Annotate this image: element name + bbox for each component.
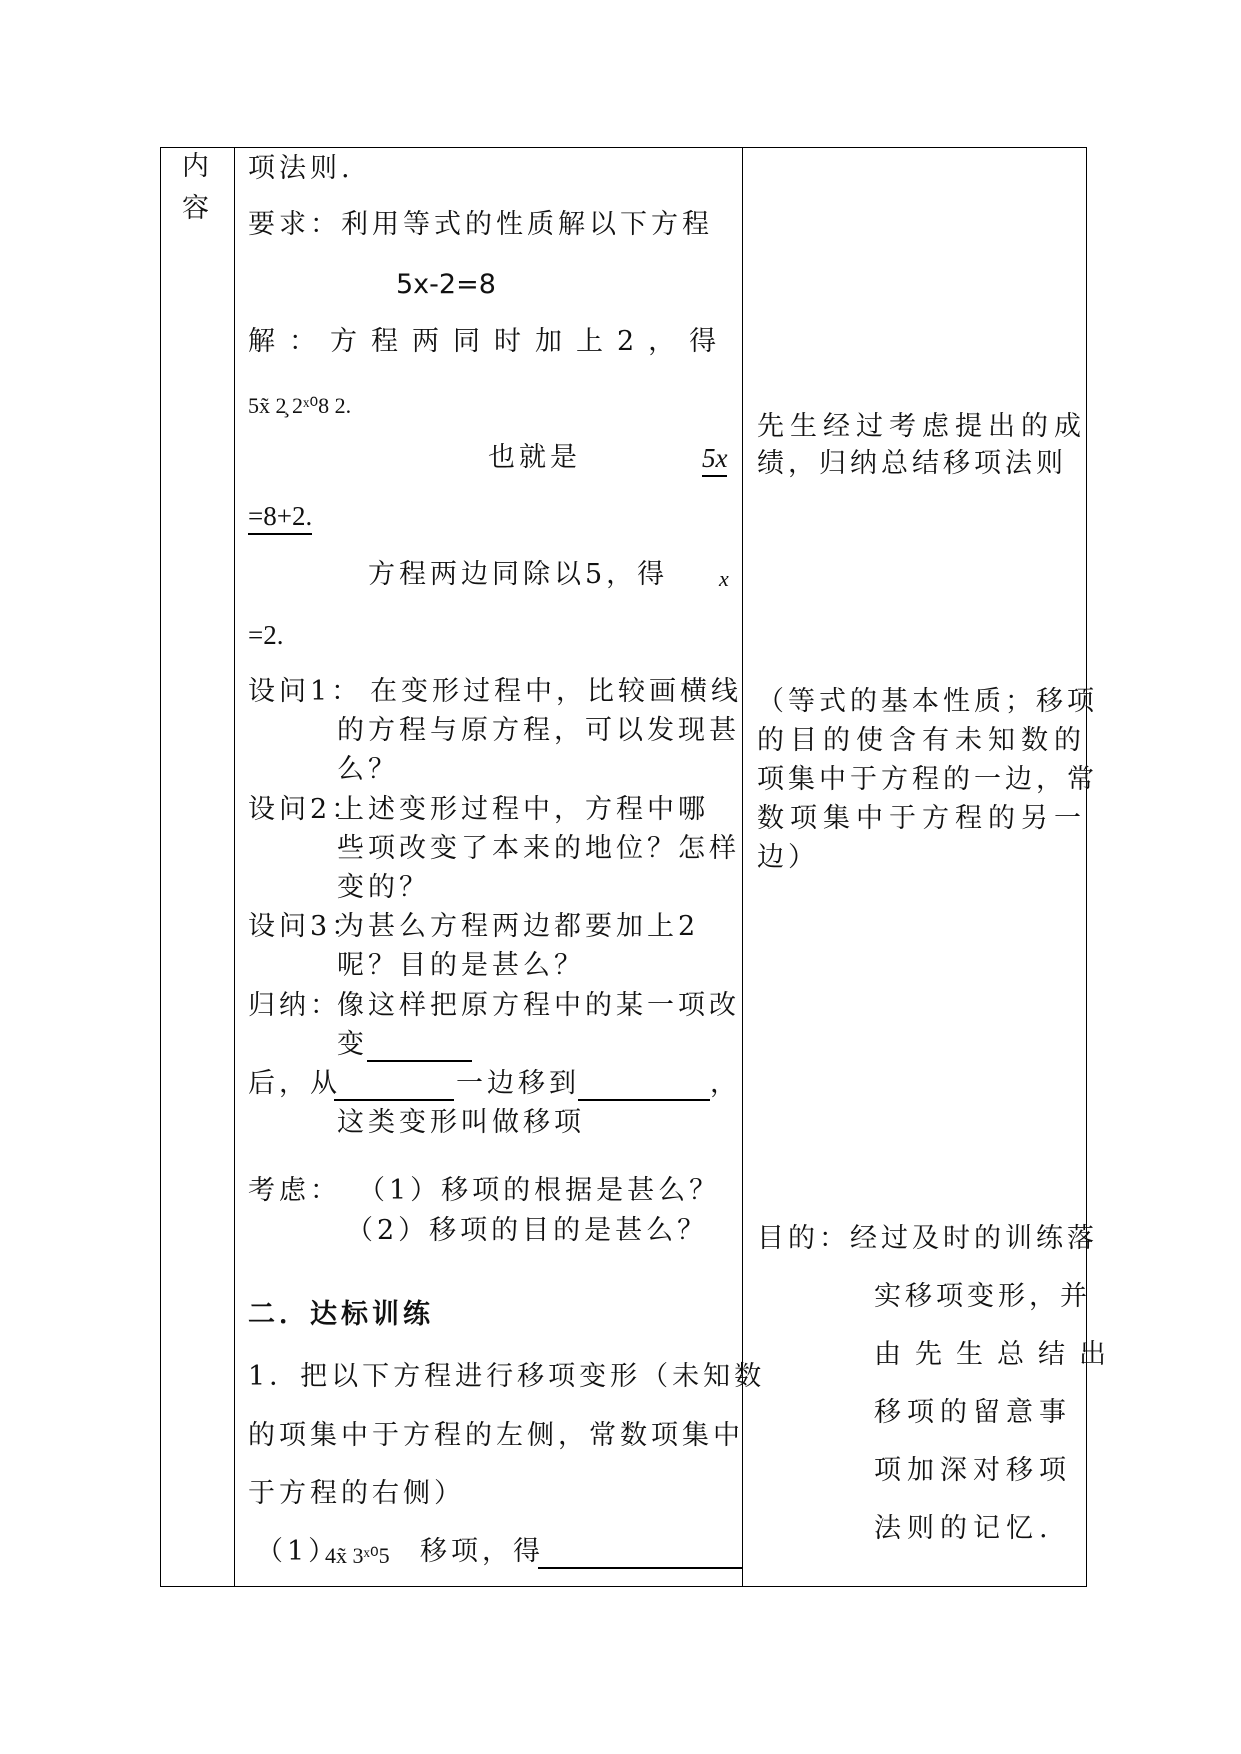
summary-move: 一边移到 <box>456 1068 580 1099</box>
x-equals-2: =2. <box>248 620 284 650</box>
note-3-line-3: 由先生总结出 <box>874 1339 1120 1370</box>
summary-end: 这类变形叫做移项 <box>337 1107 585 1138</box>
summary-label: 归纳： <box>248 990 341 1021</box>
question-1-line-2: 的方程与原方程，可以发现甚 <box>337 715 740 746</box>
exercise-1-item-1-num: （1） <box>256 1536 340 1567</box>
question-2-label: 设问2： <box>248 794 363 825</box>
summary-line-2: 变 <box>337 1029 368 1060</box>
exercise-1-item-1-text: 移项，得 <box>420 1536 544 1567</box>
question-2-line-2: 些项改变了本来的地位？怎样 <box>337 833 740 864</box>
think-label: 考虑： <box>248 1175 341 1206</box>
question-1-label: 设问1： <box>248 676 363 707</box>
also-is-rhs: 5x <box>702 441 727 477</box>
content-label-char-1: 内 <box>182 151 213 182</box>
content-label-char-2: 容 <box>182 193 213 224</box>
note-2-line-3: 项集中于方程的一边，常 <box>757 764 1098 795</box>
garbled-equation: 5x̃ 2̧ 2ˣ⁰8 2. <box>248 393 352 418</box>
question-2-line-3: 变的？ <box>337 872 430 903</box>
note-2-line-2: 的目的使含有未知数的 <box>757 725 1087 756</box>
note-2-line-4: 数项集中于方程的另一 <box>757 803 1087 834</box>
think-question-1: （1）移项的根据是甚么？ <box>358 1175 721 1206</box>
note-1-line-1: 先生经过考虑提出的成 <box>757 411 1087 442</box>
question-3-line-2: 呢？目的是甚么？ <box>337 950 585 981</box>
question-3-label: 设问3： <box>248 911 363 942</box>
question-2-line-1: 上述变形过程中，方程中哪 <box>337 794 709 825</box>
question-1-line-1: 在变形过程中，比较画横线 <box>370 676 742 707</box>
summary-line-1: 像这样把原方程中的某一项改 <box>337 990 740 1021</box>
requirement-text: 要求：利用等式的性质解以下方程 <box>248 209 713 240</box>
note-2-line-5: 边） <box>757 842 819 873</box>
section-title: 二．达标训练 <box>248 1299 434 1330</box>
exercise-1-line-1: 1．把以下方程进行移项变形（未知数 <box>248 1361 766 1392</box>
think-question-2: （2）移项的目的是甚么？ <box>346 1215 709 1246</box>
solve-step-1: 解：方程两同时加上2，得 <box>248 326 731 357</box>
equation-title: 5x-2=8 <box>396 269 496 300</box>
note-3-line-4: 移项的留意事 <box>874 1397 1072 1428</box>
also-is-text: 也就是 <box>488 442 581 473</box>
eq-8-plus-2: =8+2. <box>248 499 312 535</box>
summary-comma: ， <box>710 1068 741 1099</box>
column-divider-1 <box>234 148 235 1586</box>
exercise-1-line-3: 于方程的右侧） <box>248 1478 465 1509</box>
note-3-line-5: 项加深对移项 <box>874 1455 1072 1486</box>
exercise-1-item-1-blank <box>538 1541 742 1569</box>
summary-blank-2 <box>334 1073 454 1101</box>
divide-step-text: 方程两边同除以5，得 <box>368 559 669 590</box>
rule-tail-text: 项法则. <box>248 153 354 184</box>
note-3-line-1: 目的：经过及时的训练落 <box>757 1223 1098 1254</box>
exercise-1-line-2: 的项集中于方程的左侧，常数项集中 <box>248 1420 744 1451</box>
summary-blank-3 <box>578 1073 710 1101</box>
question-1-line-3: 么？ <box>337 754 399 785</box>
note-2-line-1: （等式的基本性质；移项 <box>757 686 1098 717</box>
summary-blank-1 <box>367 1034 472 1062</box>
note-3-line-6: 法则的记忆. <box>874 1513 1054 1544</box>
note-3-line-2: 实移项变形，并 <box>874 1281 1091 1312</box>
note-1-line-2: 绩，归纳总结移项法则 <box>757 448 1067 479</box>
exercise-1-item-1-equation: 4x̃ 3ˣ⁰5 <box>325 1543 390 1568</box>
question-3-line-1: 为甚么方程两边都要加上2 <box>337 911 700 942</box>
summary-after: 后，从 <box>248 1068 341 1099</box>
x-variable: x <box>719 566 729 591</box>
